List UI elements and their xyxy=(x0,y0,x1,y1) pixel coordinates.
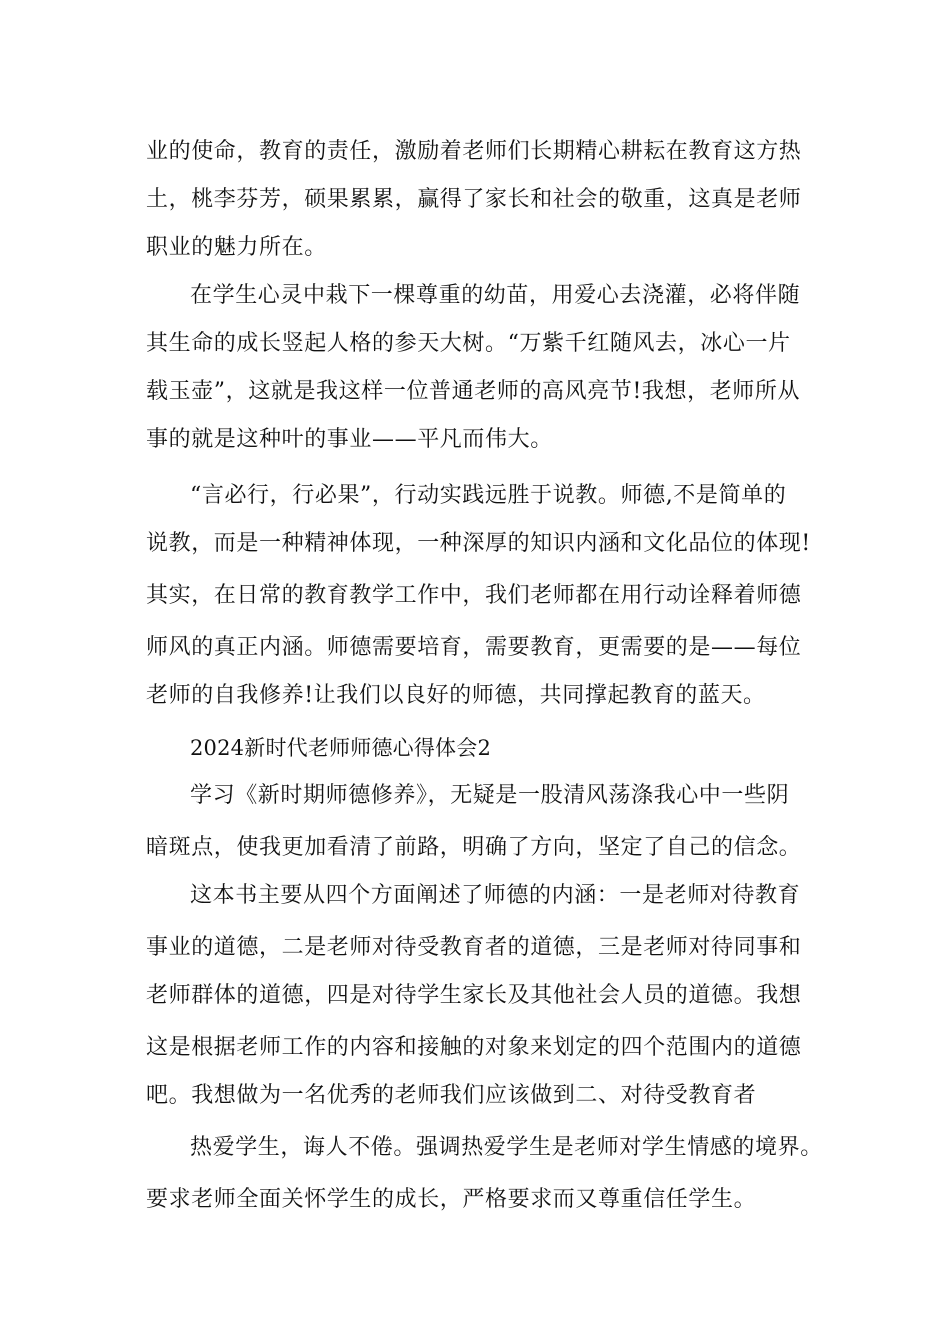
text-line: 业的使命，教育的责任，激励着老师们长期精心耕耘在教育这方热 xyxy=(146,139,802,164)
text-line: 学习《新时期师德修养》，无疑是一股清风荡涤我心中一些阴 xyxy=(190,783,790,808)
text-line: 这是根据老师工作的内容和接触的对象来划定的四个范围内的道德 xyxy=(146,1035,802,1060)
text-line: 暗斑点，使我更加看清了前路，明确了方向，坚定了自己的信念。 xyxy=(146,835,802,860)
text-line: 载玉壶”，这就是我这样一位普通老师的高风亮节!我想，老师所从 xyxy=(146,379,801,404)
text-line: 其实，在日常的教育教学工作中，我们老师都在用行动诠释着师德 xyxy=(146,583,802,608)
text-line: 老师群体的道德，四是对待学生家长及其他社会人员的道德。我想 xyxy=(146,983,802,1008)
section-heading: 2024新时代老师师德心得体会2 xyxy=(190,736,492,760)
text-line: 热爱学生，诲人不倦。强调热爱学生是老师对学生情感的境界。 xyxy=(190,1135,823,1160)
text-line: 事业的道德，二是老师对待受教育者的道德，三是老师对待同事和 xyxy=(146,935,802,960)
text-line: “言必行，行必果”，行动实践远胜于说教。师德,不是简单的 xyxy=(190,483,787,508)
text-line: 土，桃李芬芳，硕果累累，赢得了家长和社会的敬重，这真是老师 xyxy=(146,187,802,212)
text-line: 这本书主要从四个方面阐述了师德的内涵：一是老师对待教育 xyxy=(190,883,801,908)
text-line: 吧。我想做为一名优秀的老师我们应该做到二、对待受教育者 xyxy=(146,1083,757,1108)
text-line: 职业的魅力所在。 xyxy=(146,235,327,260)
text-line: 在学生心灵中栽下一棵尊重的幼苗，用爱心去浇灌，必将伴随 xyxy=(190,283,801,308)
text-line: 老师的自我修养!让我们以良好的师德，共同撑起教育的蓝天。 xyxy=(146,683,766,708)
text-line: 师风的真正内涵。师德需要培育，需要教育，更需要的是——每位 xyxy=(146,635,802,660)
text-line: 其生命的成长竖起人格的参天大树。“万紫千红随风去，冰心一片 xyxy=(146,331,791,356)
text-line: 事的就是这种叶的事业——平凡而伟大。 xyxy=(146,427,553,452)
text-line: 要求老师全面关怀学生的成长，严格要求而又尊重信任学生。 xyxy=(146,1187,757,1212)
text-line: 说教，而是一种精神体现，一种深厚的知识内涵和文化品位的体现! xyxy=(146,531,811,556)
